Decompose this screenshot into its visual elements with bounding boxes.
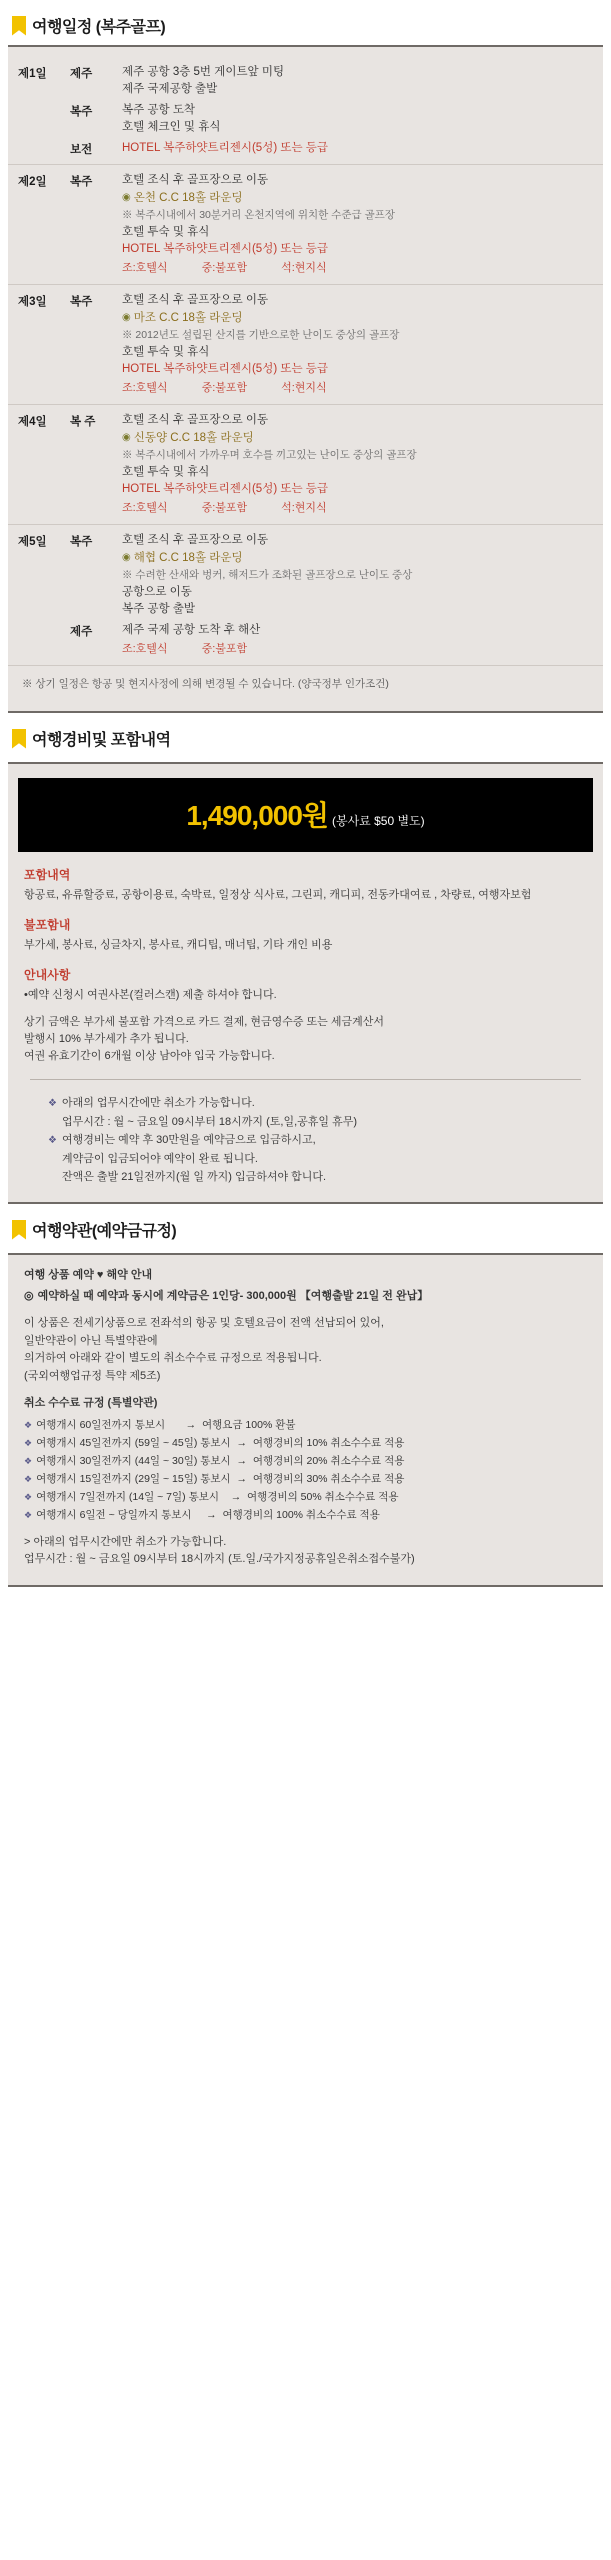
day-legs (70, 532, 593, 658)
day-label: 제3일 (18, 296, 47, 308)
section-title-cost: 여행경비및 포함내역 (32, 732, 171, 749)
golf-line: ◉ 신동양 C.C 18홀 라운딩 (122, 429, 593, 447)
arrow-icon: → (236, 1472, 248, 1485)
terms-paragraph-line: 의거하여 아래와 같이 별도의 취소수수료 규정으로 적용됩니다. (24, 1352, 322, 1364)
price-currency: 원 (301, 800, 328, 831)
diamond-icon (48, 1134, 62, 1146)
note-line: ※ 2012년도 설립된 산지를 기반으로한 난이도 중상의 골프장 (122, 329, 400, 341)
detail-line: 복주 공항 출발 (122, 603, 196, 615)
detail-cell (122, 532, 593, 618)
price-amount: 1,490,000 (186, 800, 302, 831)
notice-block (8, 966, 603, 1065)
fee-condition: 여행개시 6일전 ~ 당일까지 통보시 (36, 1508, 192, 1521)
detail-cell (122, 140, 593, 157)
diamond-icon (24, 1455, 36, 1467)
place-label: 복주 (70, 106, 93, 118)
divider (30, 1079, 581, 1080)
table-row (24, 1488, 587, 1506)
included-text: 항공료, 유류할증료, 공항이용료, 숙박료, 일정상 식사료, 그린피, 캐디피, 전동카대여료 , 차량료, 여행자보험 (24, 889, 532, 901)
excluded-title: 불포함내 (24, 918, 71, 932)
bullet-subtext: 계약금이 입금되어야 예약이 완료 됩니다. (62, 1153, 258, 1165)
place-label: 복주 (70, 536, 93, 548)
list-item (70, 412, 593, 517)
notice-title: 안내사항 (24, 968, 71, 982)
notice-line: •예약 신청시 여권사본(컬러스캔) 제출 하셔야 합니다. (24, 989, 277, 1001)
day-legs (70, 172, 593, 277)
included-block (8, 866, 603, 904)
detail-line: 공항으로 이동 (122, 586, 192, 598)
place-label: 복 주 (70, 416, 96, 428)
excluded-block (8, 916, 603, 954)
place-label: 복주 (70, 296, 93, 308)
terms-panel (8, 1253, 603, 1587)
hotel-line: HOTEL 복주하얏트리젠시(5성) 또는 등급 (122, 363, 328, 375)
meals-row (122, 641, 593, 658)
table-row (24, 1434, 587, 1452)
note-line: ※ 수려한 산새와 벙커, 해저드가 조화된 골프장으로 난이도 중상 (122, 569, 413, 581)
table-row (24, 1416, 587, 1434)
ribbon-icon (12, 1220, 26, 1240)
detail-cell (122, 412, 593, 517)
fee-condition: 여행개시 30일전까지 (44일 ~ 30일) 통보시 (36, 1454, 231, 1467)
terms-paragraph-line: (국외여행업규정 특약 제5조) (24, 1369, 161, 1382)
table-row (24, 1452, 587, 1470)
detail-cell (122, 292, 593, 397)
note-line: ※ 복주시내에서 30분거리 온천지역에 위치한 수준급 골프장 (122, 209, 395, 221)
meals-row (122, 500, 593, 517)
meals-row (122, 260, 593, 277)
excluded-text: 부가세, 봉사료, 싱글차지, 봉사료, 캐디팁, 매너팁, 기타 개인 비용 (24, 939, 333, 951)
bullet-text: 아래의 업무시간에만 취소가 가능합니다. (61, 1097, 255, 1109)
bullet-subtext: 잔액은 출발 21일전까지(월 일 까지) 입금하셔야 합니다. (62, 1171, 327, 1183)
detail-cell (122, 102, 593, 136)
detail-line: 제주 공항 3층 5번 게이트앞 미팅 (122, 66, 285, 78)
meal-lunch: 중:불포함 (201, 502, 248, 514)
terms-paragraph-line: 일반약관이 아닌 특별약관에 (24, 1334, 158, 1347)
arrow-icon: → (236, 1436, 248, 1449)
deposit-text: 예약하실 때 예약과 동시에 계약금은 1인당- 300,000원 【여행출발 21일 전 완납】 (37, 1289, 429, 1302)
terms-closing-line: > 아래의 업무시간에만 취소가 가능합니다. (24, 1535, 227, 1548)
fee-value: 여행경비의 100% 취소수수료 적용 (222, 1508, 380, 1521)
meal-dinner: 석:현지식 (281, 382, 327, 394)
detail-line: 복주 공항 도착 (122, 104, 196, 116)
arrow-icon: → (185, 1418, 197, 1431)
fee-value: 여행경비의 30% 취소수수료 적용 (252, 1472, 405, 1485)
terms-paragraph-line: 이 상품은 전세기상품으로 전좌석의 항공 및 호텔요금이 전액 선납되어 있어, (24, 1317, 384, 1329)
day-legs (70, 412, 593, 517)
day-label: 제1일 (18, 68, 47, 80)
section-title-itinerary: 여행일정 (복주골프) (32, 19, 166, 36)
day-label: 제4일 (18, 416, 47, 428)
meal-dinner: 석:현지식 (281, 262, 327, 274)
meal-lunch: 중:불포함 (201, 382, 248, 394)
fee-condition: 여행개시 45일전까지 (59일 ~ 45일) 통보시 (36, 1436, 231, 1449)
section-header-itinerary (0, 0, 611, 45)
diamond-icon (48, 1097, 62, 1109)
itinerary-table (8, 45, 603, 713)
detail-line: 제주 국제 공항 도착 후 해산 (122, 624, 261, 636)
detail-line: 호텔 체크인 및 휴식 (122, 121, 221, 133)
diamond-icon (24, 1419, 36, 1431)
meals-row (122, 380, 593, 397)
day-label: 제2일 (18, 176, 47, 188)
list-item (70, 102, 593, 136)
fee-value: 여행요금 100% 환불 (201, 1418, 296, 1431)
arrow-icon: → (206, 1508, 217, 1521)
detail-cell (122, 64, 593, 98)
fee-value: 여행경비의 20% 취소수수료 적용 (252, 1454, 405, 1467)
section-title-terms: 여행약관(예약금규정) (32, 1223, 177, 1240)
price-banner (18, 778, 593, 852)
terms-heading: 여행 상품 예약 ♥ 해약 안내 (24, 1269, 153, 1281)
included-title: 포함내역 (24, 868, 71, 882)
detail-line: 호텔 조식 후 골프장으로 이동 (122, 534, 269, 546)
meal-breakfast: 조:호텔식 (122, 502, 168, 514)
section-header-terms (0, 1204, 611, 1249)
meal-breakfast: 조:호텔식 (122, 643, 168, 655)
deposit-line (24, 1288, 587, 1306)
fee-value: 여행경비의 10% 취소수수료 적용 (252, 1436, 405, 1449)
meal-breakfast: 조:호텔식 (122, 262, 168, 274)
fee-condition: 여행개시 7일전까지 (14일 ~ 7일) 통보시 (36, 1490, 220, 1503)
detail-cell (122, 622, 593, 658)
place-label: 제주 (70, 626, 93, 638)
fee-title: 취소 수수료 규정 (특별약관) (24, 1397, 158, 1409)
cost-bullets (8, 1094, 603, 1188)
meal-dinner: 석:현지식 (281, 502, 327, 514)
list-item (70, 140, 593, 157)
list-item (48, 1131, 585, 1186)
table-row (24, 1506, 587, 1524)
cost-panel (8, 762, 603, 1204)
notice-line: 여권 유효기간이 6개월 이상 남아야 입국 가능합니다. (24, 1050, 275, 1062)
fee-condition: 여행개시 15일전까지 (29일 ~ 15일) 통보시 (36, 1472, 231, 1485)
golf-line: ◉ 온천 C.C 18홀 라운딩 (122, 189, 593, 207)
diamond-icon (24, 1491, 36, 1503)
list-item (70, 172, 593, 277)
bullet-text: 여행경비는 예약 후 30만원을 예약금으로 입금하시고, (61, 1134, 316, 1146)
day-legs (70, 292, 593, 397)
detail-line: 제주 국제공항 출발 (122, 83, 218, 95)
hotel-line: HOTEL 복주하얏트리젠시(5성) 또는 등급 (122, 243, 328, 255)
ribbon-icon (12, 729, 26, 749)
meal-lunch: 중:불포함 (201, 643, 248, 655)
detail-line: 호텔 투숙 및 휴식 (122, 226, 210, 238)
list-item (70, 532, 593, 618)
meal-lunch: 중:불포함 (201, 262, 248, 274)
golf-line: ◉ 마조 C.C 18홀 라운딩 (122, 309, 593, 327)
place-label: 제주 (70, 68, 93, 80)
table-row (8, 405, 603, 525)
itinerary-footnote: ※ 상기 일정은 항공 및 현지사정에 의해 변경될 수 있습니다. (양국정부 인가조건) (22, 678, 389, 690)
detail-line: 호텔 투숙 및 휴식 (122, 466, 210, 478)
detail-line: 호텔 조식 후 골프장으로 이동 (122, 414, 269, 426)
arrow-icon: → (236, 1454, 248, 1467)
hotel-line: HOTEL 복주하얏트리젠시(5성) 또는 등급 (122, 483, 328, 495)
circle-icon (24, 1290, 38, 1302)
day-label: 제5일 (18, 536, 47, 548)
notice-line: 발행시 10% 부가세가 추가 됩니다. (24, 1033, 189, 1045)
fee-value: 여행경비의 50% 취소수수료 적용 (247, 1490, 399, 1503)
hotel-line: HOTEL 복주하얏트리젠시(5성) 또는 등급 (122, 142, 328, 154)
list-item (70, 292, 593, 397)
note-line: ※ 복주시내에서 가까우며 호수를 끼고있는 난이도 중상의 골프장 (122, 449, 417, 461)
detail-line: 호텔 조식 후 골프장으로 이동 (122, 174, 269, 186)
list-item (70, 64, 593, 98)
detail-cell (122, 172, 593, 277)
diamond-icon (24, 1437, 36, 1449)
detail-line: 호텔 투숙 및 휴식 (122, 346, 210, 358)
table-row (8, 165, 603, 285)
table-row (8, 57, 603, 165)
meal-breakfast: 조:호텔식 (122, 382, 168, 394)
arrow-icon: → (230, 1490, 242, 1503)
diamond-icon (24, 1509, 36, 1521)
day-legs (70, 64, 593, 157)
diamond-icon (24, 1473, 36, 1485)
list-item (70, 622, 593, 658)
place-label: 복주 (70, 176, 93, 188)
terms-closing-line: 업무시간 : 월 ~ 금요일 09시부터 18시까지 (토.일./국가지정공휴일은취소접수불가) (24, 1553, 415, 1565)
bullet-subtext: 업무시간 : 월 ~ 금요일 09시부터 18시까지 (토,일,공휴일 휴무) (62, 1116, 357, 1128)
table-row (24, 1470, 587, 1488)
list-item (48, 1094, 585, 1131)
ribbon-icon (12, 16, 26, 36)
table-row (8, 285, 603, 405)
place-label: 보전 (70, 144, 93, 156)
price-surcharge-note: (봉사료 $50 별도) (331, 814, 425, 828)
fee-condition: 여행개시 60일전까지 통보시 (36, 1418, 166, 1431)
notice-line: 상기 금액은 부가세 불포함 가격으로 카드 결제, 현금영수증 또는 세금계산서 (24, 1016, 384, 1028)
table-row (8, 525, 603, 666)
golf-line: ◉ 해협 C.C 18홀 라운딩 (122, 549, 593, 567)
section-header-cost (0, 713, 611, 758)
detail-line: 호텔 조식 후 골프장으로 이동 (122, 294, 269, 306)
